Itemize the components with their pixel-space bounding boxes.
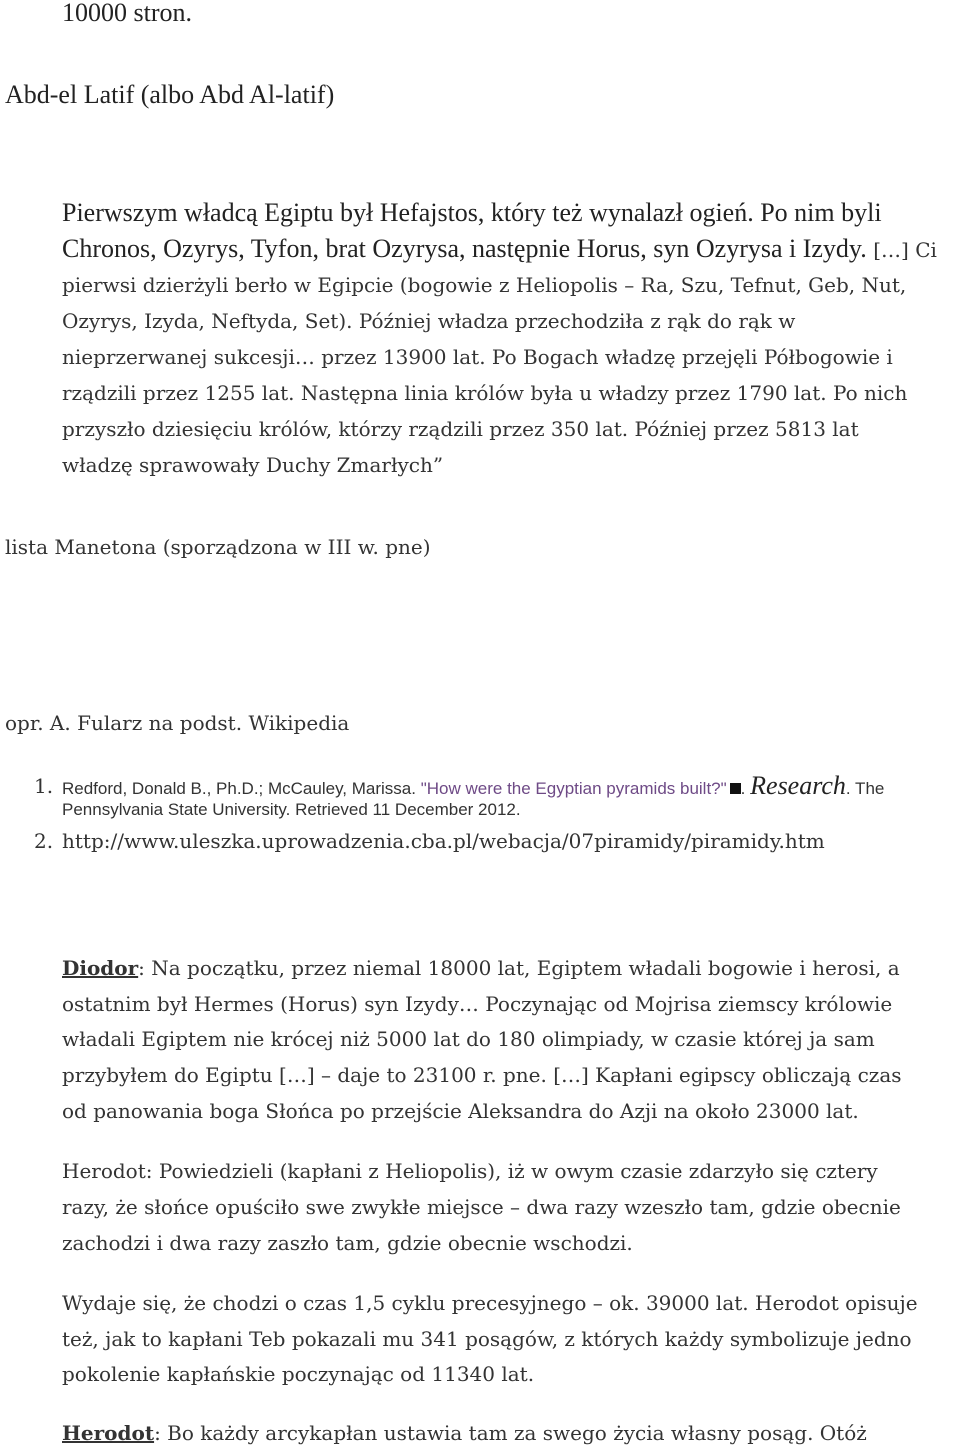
speaker-name[interactable]: Diodor <box>62 956 139 980</box>
reference-authors: Redford, Donald B., Ph.D.; McCauley, Marissa. <box>62 779 416 798</box>
quote-line: pierwsi dzierżyli berło w Egipcie (bogowie z Heliopolis – Ra, Szu, Tefnut, Geb, Nut, <box>62 273 907 297</box>
quote-line: władzę sprawowały Duchy Zmarłych” <box>62 453 444 477</box>
reference-journal: Research <box>750 771 846 800</box>
paragraph-line-text: : Bo każdy arcykapłan ustawia tam za swego życia własny posąg. Otóż <box>154 1421 867 1445</box>
quote-line-text: Chronos, Ozyrys, Tyfon, brat Ozyrysa, następnie Horus, syn Ozyrysa i Izydy. <box>62 234 867 263</box>
quote-line: rządzili przez 1255 lat. Następna linia królów była u władzy przez 1790 lat. Po nich <box>62 381 908 405</box>
paragraph-line: zachodzi i dwa razy zaszło tam, gdzie obecnie wschodzi. <box>62 1231 633 1255</box>
paragraph-line: pokolenie kapłańskie poczynając od 11340 lat. <box>62 1362 535 1386</box>
source-note: lista Manetona (sporządzona w III w. pne) <box>5 535 431 559</box>
reference-publisher-line: Pennsylvania State University. Retrieved 11 December 2012. <box>62 800 521 819</box>
reference-url: http://www.uleszka.uprowadzenia.cba.pl/webacja/07piramidy/piramidy.htm <box>62 829 825 853</box>
paragraph-line: od panowania boga Słońca po przejście Aleksandra do Azji na około 23000 lat. <box>62 1099 859 1123</box>
black-square-icon <box>730 783 741 794</box>
quote-line: przyszło dziesięciu królów, którzy rządzili przez 350 lat. Później przez 5813 lat <box>62 417 859 441</box>
source-heading: Abd-el Latif (albo Abd Al-latif) <box>5 80 335 109</box>
paragraph-line: też, jak to kapłani Teb pokazali mu 341 posągów, z których każdy symbolizuje jedno <box>62 1327 912 1351</box>
reference-punctuation: . <box>740 779 746 798</box>
reference-publisher-start: . The <box>845 779 885 798</box>
speaker-name[interactable]: Herodot <box>62 1421 155 1445</box>
paragraph-line-text: : Na początku, przez niemal 18000 lat, Egiptem władali bogowie i herosi, a <box>138 956 900 980</box>
quote-line <box>62 231 937 267</box>
paragraph-line: razy, że słońce opuściło swe zwykłe miejsce – dwa razy wzeszło tam, gdzie obecnie <box>62 1195 901 1219</box>
paragraph-line: przybyłem do Egiptu […] – daje to 23100 r. pne. […] Kapłani egipscy obliczają czas <box>62 1063 902 1087</box>
quote-line-text: […] Ci <box>873 238 937 262</box>
quote-line: Pierwszym władcą Egiptu był Hefajstos, który też wynalazł ogień. Po nim byli <box>62 198 882 227</box>
paragraph-line: Wydaje się, że chodzi o czas 1,5 cyklu precesyjnego – ok. 39000 lat. Herodot opisuje <box>62 1291 918 1315</box>
paragraph-line: władali Egiptem nie krócej niż 5000 lat do 180 olimpiady, w czasie której ja sam <box>62 1027 875 1051</box>
paragraph-line: ostatnim był Hermes (Horus) syn Izydy… Poczynając od Mojrisa ziemscy królowie <box>62 992 893 1016</box>
paragraph-line <box>62 1418 867 1448</box>
reference-number: 1. <box>34 774 54 798</box>
reference-link[interactable]: "How were the Egyptian pyramids built?" <box>420 779 727 798</box>
paragraph-line: Herodot: Powiedzieli (kapłani z Heliopolis), iż w owym czasie zdarzyło się cztery <box>62 1159 878 1183</box>
reference-number: 2. <box>34 829 54 853</box>
quote-line: nieprzerwanej sukcesji… przez 13900 lat. Po Bogach władzę przejęli Półbogowie i <box>62 345 893 369</box>
reference-item <box>62 771 885 800</box>
continuation-text: 10000 stron. <box>62 0 192 27</box>
quote-line: Ozyrys, Izyda, Neftyda, Set). Później władza przechodziła z rąk do rąk w <box>62 309 796 333</box>
paragraph-line <box>62 950 900 986</box>
attribution-text: opr. A. Fularz na podst. Wikipedia <box>5 711 350 735</box>
